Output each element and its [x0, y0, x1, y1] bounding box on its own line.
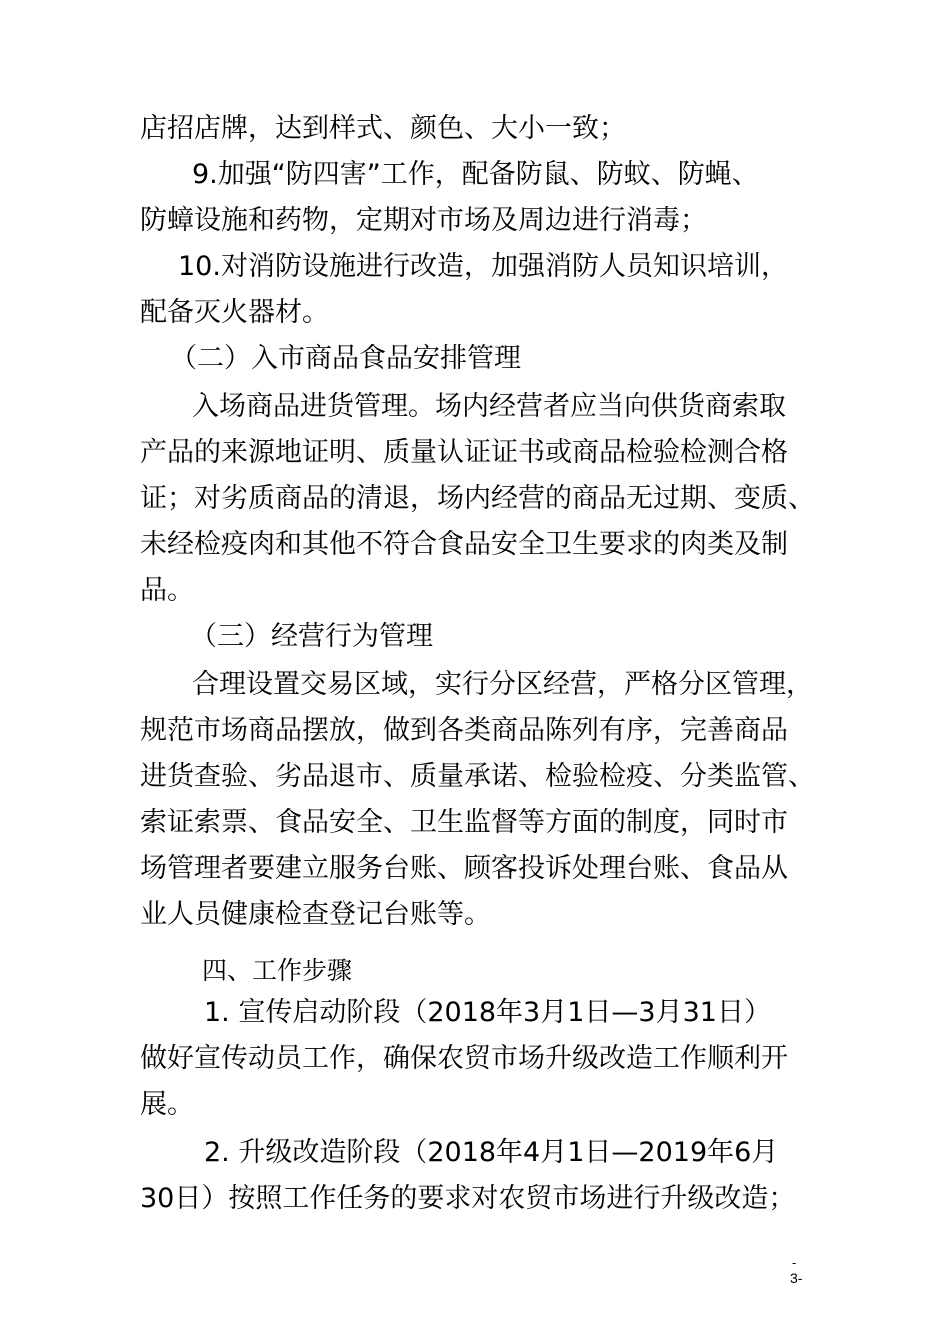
text-line-7: 入场商品进货管理。场内经营者应当向供货商索取: [192, 391, 786, 422]
text-line-22: 展。: [140, 1089, 194, 1120]
text-line-16: 索证索票、食品安全、卫生监督等方面的制度，同时市: [140, 807, 788, 838]
section-heading-4: 四、工作步骤: [202, 956, 353, 985]
text-line-15: 进货查验、劣品退市、质量承诺、检验检疫、分类监管、: [140, 761, 815, 792]
section-heading-3: （三）经营行为管理: [190, 621, 433, 652]
text-line-9: 证；对劣质商品的清退，场内经营的商品无过期、变质、: [140, 483, 815, 514]
text-line-8: 产品的来源地证明、质量认证证书或商品检验检测合格: [140, 437, 788, 468]
text-line-24: 30日）按照工作任务的要求对农贸市场进行升级改造；: [140, 1183, 796, 1214]
text-line-14: 规范市场商品摆放，做到各类商品陈列有序，完善商品: [140, 715, 788, 746]
text-line-4: 10.对消防设施进行改造，加强消防人员知识培训，: [178, 251, 788, 282]
footer-dash: -: [792, 1255, 797, 1270]
page-number: 3-: [790, 1270, 803, 1286]
text-line-21: 做好宣传动员工作，确保农贸市场升级改造工作顺利开: [140, 1043, 788, 1074]
text-line-1: 店招店牌，达到样式、颜色、大小一致；: [140, 113, 626, 144]
text-line-20: 1. 宣传启动阶段（2018年3月1日—3月31日）: [204, 997, 771, 1028]
section-heading-2: （二）入市商品食品安排管理: [170, 343, 521, 374]
text-line-3: 防蟑设施和药物，定期对市场及周边进行消毒；: [140, 205, 707, 236]
text-line-2: 9.加强“防四害”工作，配备防鼠、防蚊、防蝇、: [192, 159, 759, 190]
text-line-13: 合理设置交易区域，实行分区经营，严格分区管理，: [192, 669, 813, 700]
text-line-5: 配备灭火器材。: [140, 297, 329, 328]
text-line-23: 2. 升级改造阶段（2018年4月1日—2019年6月: [204, 1137, 779, 1168]
text-line-11: 品。: [140, 575, 194, 606]
text-line-10: 未经检疫肉和其他不符合食品安全卫生要求的肉类及制: [140, 529, 788, 560]
text-line-17: 场管理者要建立服务台账、顾客投诉处理台账、食品从: [140, 853, 788, 884]
text-line-18: 业人员健康检查登记台账等。: [140, 899, 491, 930]
